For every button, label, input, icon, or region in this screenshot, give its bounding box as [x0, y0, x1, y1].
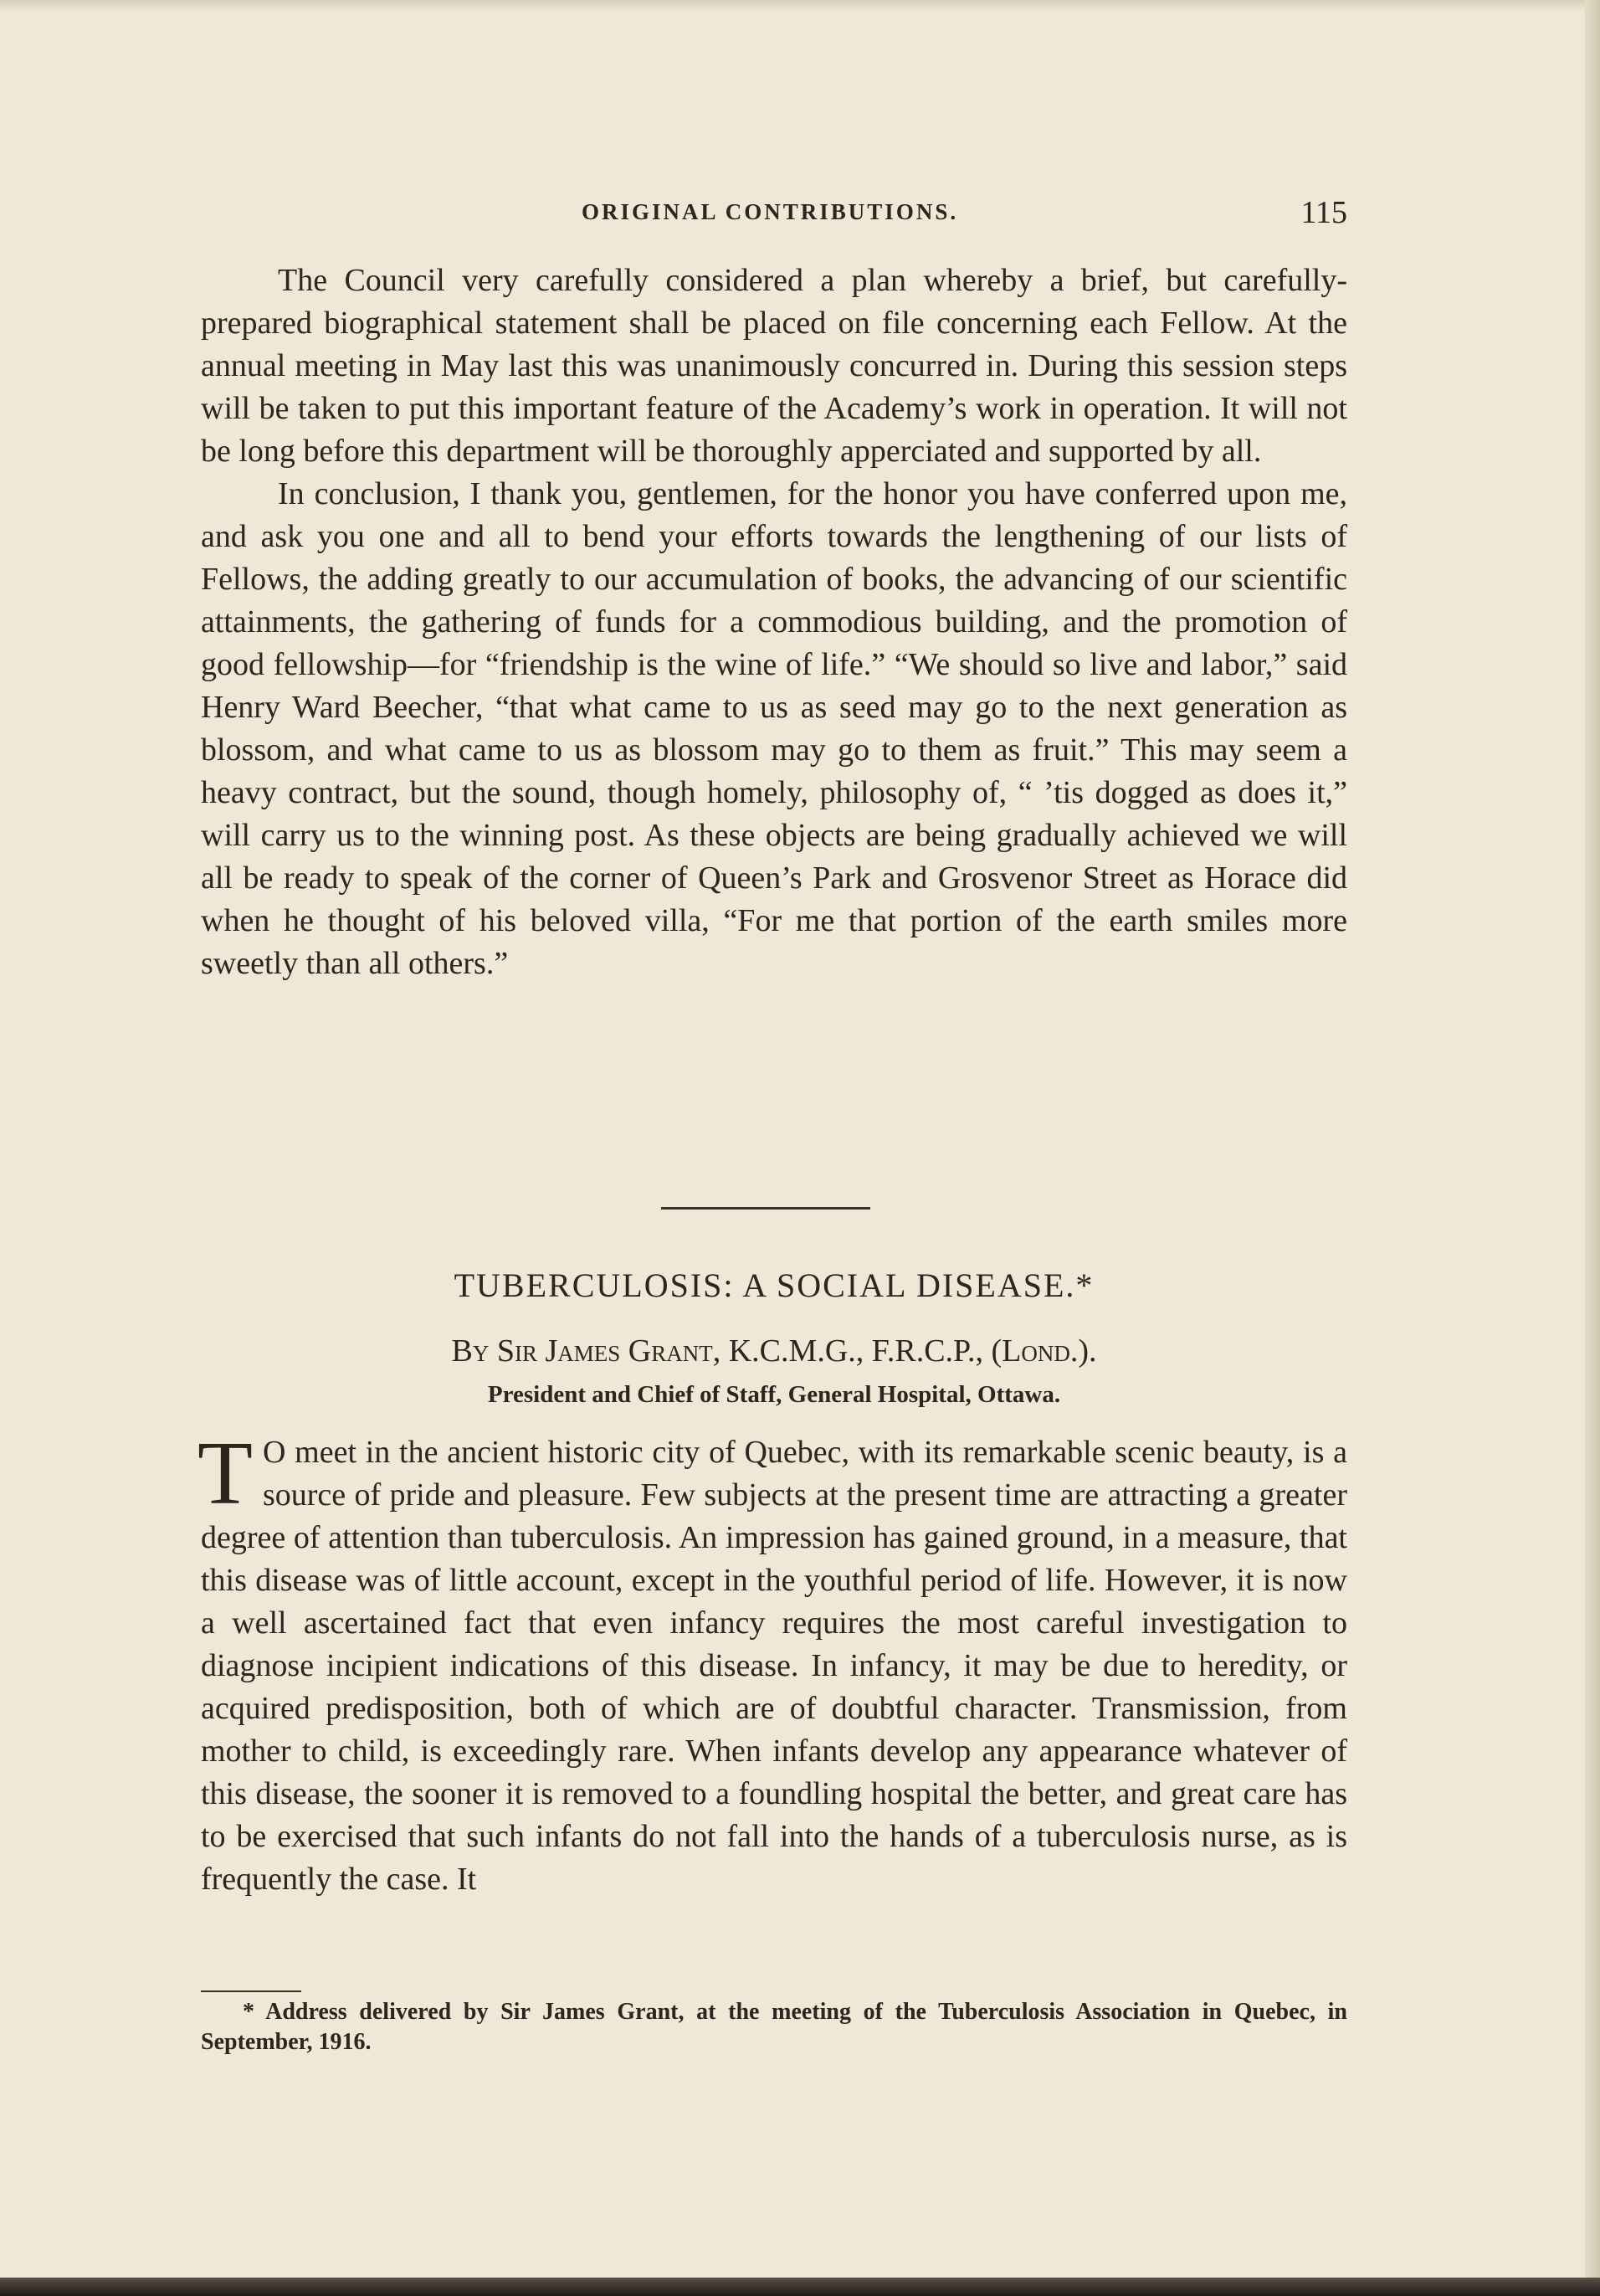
author-affiliation: President and Chief of Staff, General Hospital, Ottawa. — [487, 1381, 1061, 1408]
page-top-shadow — [0, 0, 1600, 12]
intro-paragraph: The Council very carefully considered a plan whereby a brief, but carefully-prepared biographical statement shall be placed on file concerning each Fellow. At the annual meeting in May last this was unanimously concurred in. During this session steps will be taken to put this important feature of the Academy’s work in operation. It will not be long before this department will be thoroughly apperciated and supported by all. — [201, 263, 1347, 469]
intro-paragraph: In conclusion, I thank you, gentlemen, for the honor you have conferred upon me, and ask you one and all to bend your efforts towards the lengthening of our lists of Fellows, the adding greatly to our accumulation of books, the advancing of our scientific attainments, the gathering of funds for a commodious building, and the promotion of good fellowship—for “friendship is the wine of life.” “We should so live and labor,” said Henry Ward Beecher, “that what came to us as seed may go to the next generation as blossom, and what came to us as blossom may go to them as fruit.” This may seem a heavy contract, but the sound, though homely, philosophy of, “ ’tis dogged as does it,” will carry us to the winning post. As these objects are being gradually achieved we will all be ready to speak of the corner of Queen’s Park and Grosvenor Street as Horace did when he thought of his beloved villa, “For me that portion of the earth smiles more sweetly than all others.” — [201, 476, 1347, 981]
running-head: ORIGINAL CONTRIBUTIONS. — [582, 199, 959, 224]
drop-cap: T — [197, 1424, 253, 1523]
page-right-edge — [1585, 0, 1600, 2296]
section-divider — [661, 1207, 870, 1210]
footnote: * Address delivered by Sir James Grant, at the meeting of the Tuberculosis Association in Quebec, in September, 1916. — [201, 1999, 1347, 2055]
page-bottom-edge — [0, 2278, 1600, 2296]
page-number: 115 — [1300, 195, 1347, 230]
article-paragraph — [197, 1424, 1347, 1901]
footnote-rule — [201, 1990, 301, 1992]
article-paragraph-text: O meet in the ancient historic city of Quebec, with its remarkable scenic beauty, is a source of pride and pleasure. Few subjects at the present time are attracting a greater degree of attention than tuberculosis. An impression has gained ground, in a measure, that this disease was of little account, except in the youthful period of life. However, it is now a well ascertained fact that even infancy requires the most careful investigation to diagnose incipient indications of this disease. In infancy, it may be due to heredity, or acquired predisposition, both of which are of doubtful character. Transmission, from mother to child, is exceedingly rare. When infants develop any appearance whatever of this disease, the sooner it is removed to a foundling hospital the better, and great care has to be exercised that such infants do not fall into the hands of a tuberculosis nurse, as is frequently the case. It — [201, 1435, 1347, 1897]
page-header — [201, 194, 1347, 244]
article-title: TUBERCULOSIS: A SOCIAL DISEASE.* — [454, 1266, 1095, 1304]
article-body — [197, 1424, 1347, 1901]
previous-article-conclusion — [201, 259, 1347, 985]
article-byline: By Sir James Grant, K.C.M.G., F.R.C.P., (Lond.). — [451, 1333, 1097, 1369]
